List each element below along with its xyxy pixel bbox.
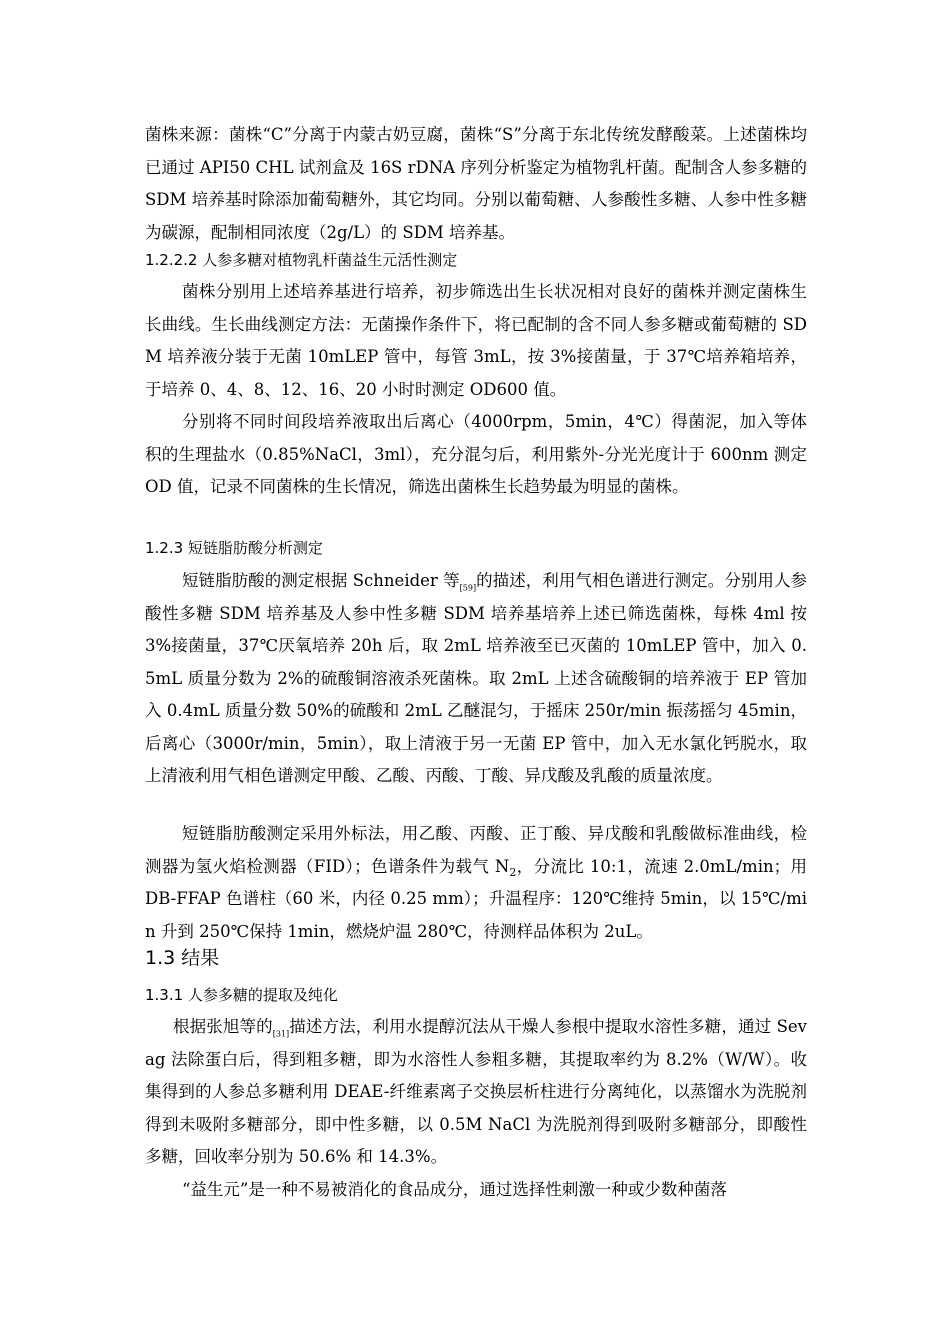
paragraph-text: 菌株来源：菌株“C”分离于内蒙古奶豆腐，菌株“S”分离于东北传统发酵酸菜。上述菌株均已通过 API50 CHL 试剂盒及 16S rDNA 序列分析鉴定为植物乳杆菌。配制含人参多糖的 SDM 培养基时除添加葡萄糖外，其它均同。分别以葡萄糖、人参酸性多糖、人参中性多糖为碳源，配制相同浓度（2g/L）的 SDM 培养基。	[145, 125, 807, 242]
heading-text: 1.3.1 人参多糖的提取及纯化	[145, 986, 338, 1004]
subscript: 2	[509, 865, 517, 879]
paragraph-text-part: 短链脂肪酸的测定根据 Schneider 等	[182, 571, 460, 590]
paragraph-text-part: 描述方法，利用水提醇沉法从干燥人参根中提取水溶性多糖，通过 Sevag 法除蛋白后，得到粗多糖，即为水溶性人参粗多糖，其提取率约为 8.2%（W/W）。收集得到的人参总多糖利用 DEAE-纤维素离子交换层析柱进行分离纯化，以蒸馏水为洗脱剂得到未吸附多糖部分，即中性多糖，以 0.5M NaCl 为洗脱剂得到吸附多糖部分，即酸性多糖，回收率分别为 50.6% 和 14.3%。	[145, 1017, 808, 1166]
paragraph-prebiotic	[145, 1174, 807, 1207]
paragraph-text: 分别将不同时间段培养液取出后离心（4000rpm，5min，4℃）得菌泥，加入等体积的生理盐水（0.85%NaCl，3ml），充分混匀后，利用紫外-分光光度计于 600nm 测定 OD 值，记录不同菌株的生长情况，筛选出菌株生长趋势最为明显的菌株。	[145, 412, 807, 496]
citation-ref: [59]	[459, 583, 477, 593]
paragraph-external-standard	[145, 818, 807, 948]
section-heading-1-3-1	[145, 985, 807, 1005]
paragraph-growth-curve	[145, 276, 807, 406]
paragraph-scfa-method	[145, 565, 807, 793]
heading-text: 1.2.2.2 人参多糖对植物乳杆菌益生元活性测定	[145, 251, 458, 269]
section-heading-1-3	[145, 946, 807, 970]
paragraph-text-part: 根据张旭等的	[173, 1017, 273, 1036]
paragraph-extraction	[145, 1011, 807, 1174]
section-heading-1-2-2-2	[145, 250, 807, 270]
paragraph-text-part: 的描述，利用气相色谱进行测定。分别用人参酸性多糖 SDM 培养基及人参中性多糖 SDM 培养基培养上述已筛选菌株，每株 4ml 按 3%接菌量，37℃厌氧培养 20h 后，取 2mL 培养液至已灭菌的 10mLEP 管中，加入 0.5mL 质量分数为 2%的硫酸铜溶液杀死菌株。取 2mL 上述含硫酸铜的培养液于 EP 管加入 0.4mL 质量分数 50%的硫酸和 2mL 乙醚混匀，于摇床 250r/min 振荡摇匀 45min，后离心（3000r/min，5min），取上清液于另一无菌 EP 管中，加入无水氯化钙脱水，取上清液利用气相色谱测定甲酸、乙酸、丙酸、丁酸、异戊酸及乳酸的质量浓度。	[145, 571, 808, 785]
paragraph-centrifuge	[145, 406, 807, 504]
paragraph-text: 菌株分别用上述培养基进行培养，初步筛选出生长状况相对良好的菌株并测定菌株生长曲线。生长曲线测定方法：无菌操作条件下，将已配制的含不同人参多糖或葡萄糖的 SDM 培养液分装于无菌 10mLEP 管中，每管 3mL，按 3%接菌量，于 37℃培养箱培养，于培养 0、4、8、12、16、20 小时时测定 OD600 值。	[145, 282, 807, 399]
paragraph-text-part: ，分流比 10:1，流速 2.0mL/min；用 DB-FFAP 色谱柱（60 米，内径 0.25 mm）；升温程序：120℃维持 5min，以 15℃/min 升到 250℃保持 1min，燃烧炉温 280℃，待测样品体积为 2uL。	[145, 856, 807, 941]
section-heading-1-2-3	[145, 538, 807, 558]
heading-text: 1.3 结果	[145, 947, 220, 969]
paragraph-text-part: 短链脂肪酸测定采用外标法，用乙酸、丙酸、正丁酸、异戊酸和乳酸做标准曲线，检测器为氢火焰检测器（FID）；色谱条件为载气 N	[145, 824, 807, 876]
paragraph-text	[145, 818, 807, 948]
heading-text: 1.2.3 短链脂肪酸分析测定	[145, 539, 323, 557]
paragraph-text: “益生元”是一种不易被消化的食品成分，通过选择性刺激一种或少数种菌落	[182, 1180, 727, 1199]
citation-ref: [31]	[272, 1029, 290, 1039]
paragraph-strain-source	[145, 119, 807, 249]
paragraph-text	[145, 1011, 807, 1174]
paragraph-text	[145, 565, 807, 793]
